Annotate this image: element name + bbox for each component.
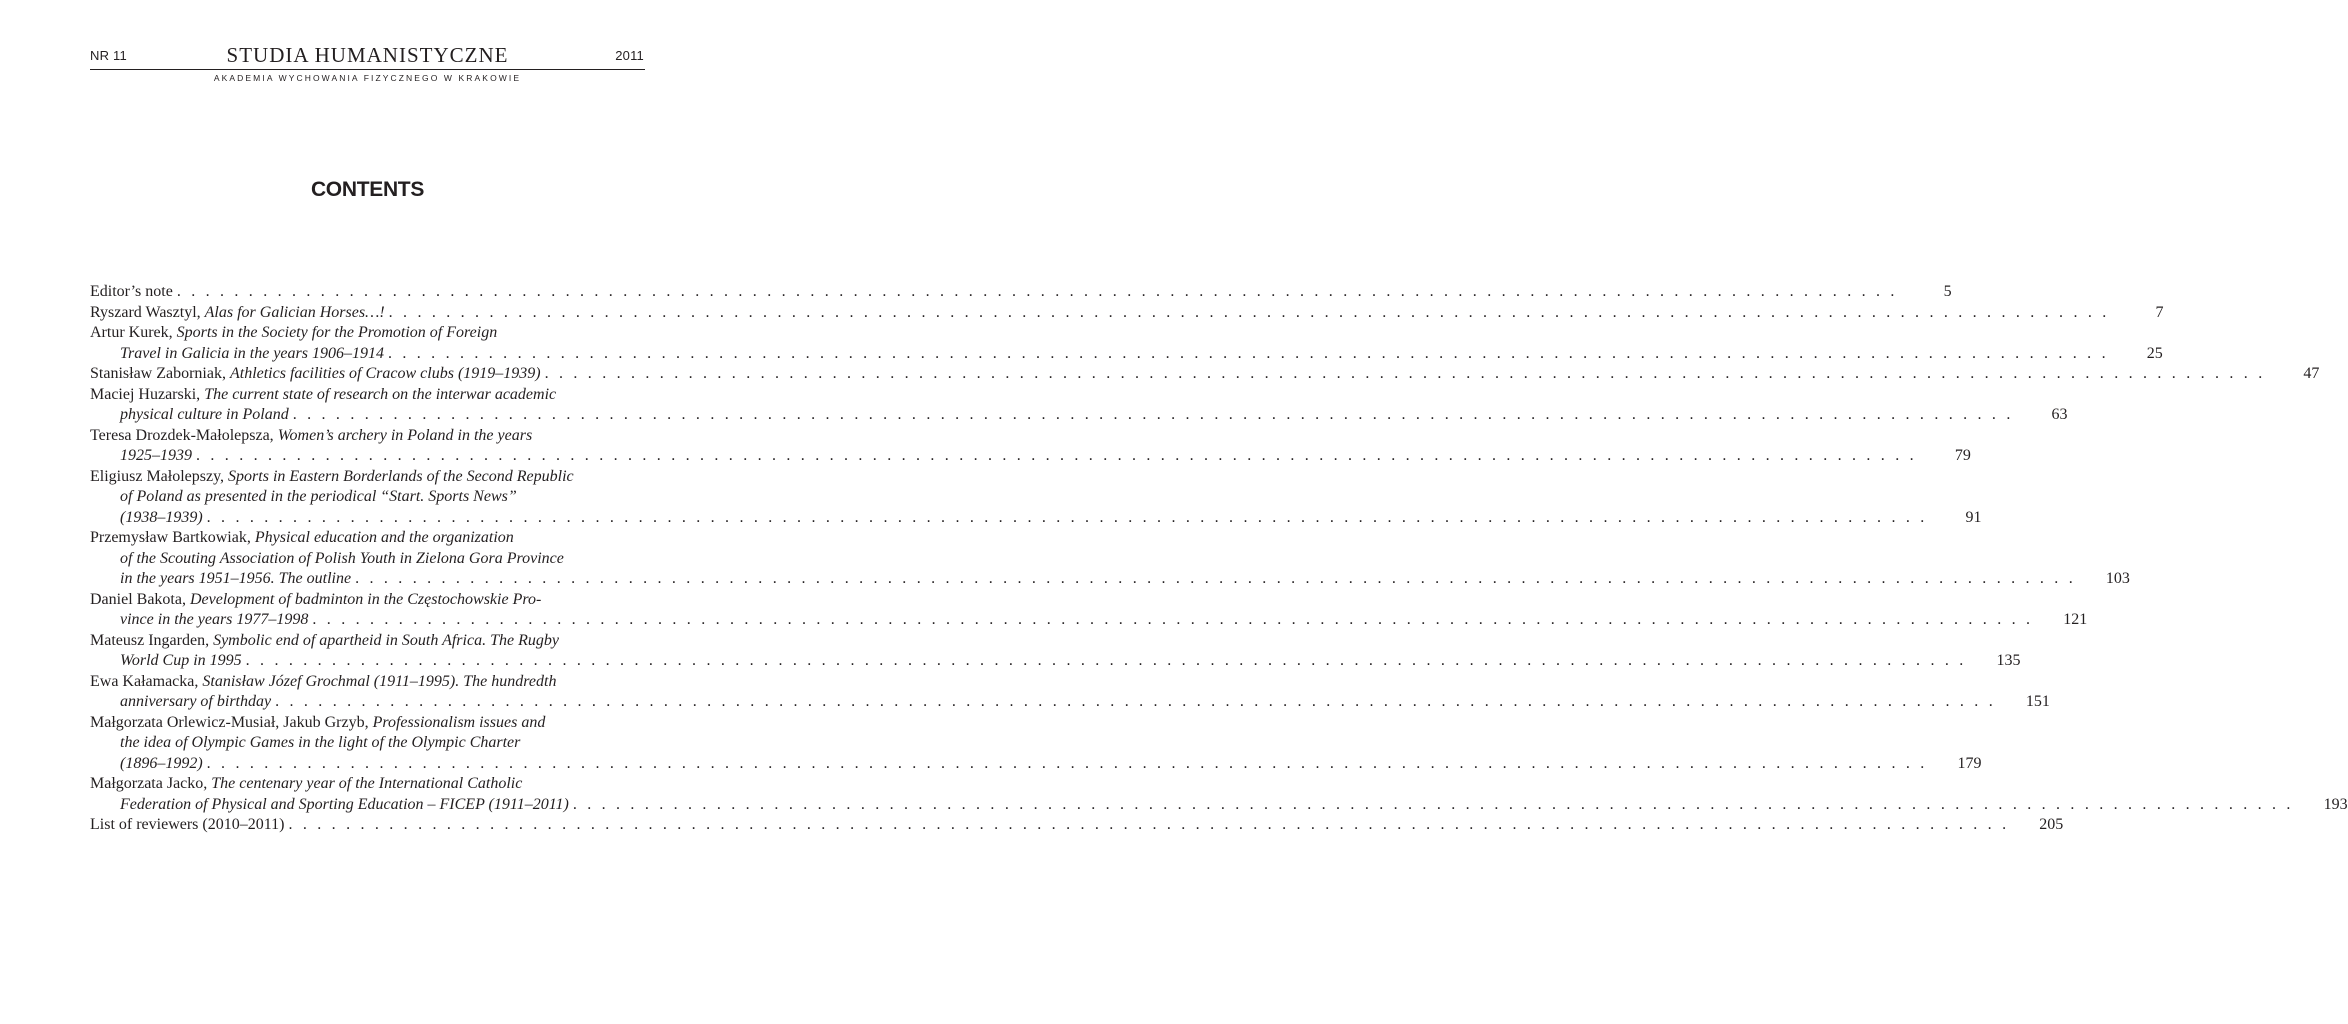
article-title-text: vince in the years 1977–1998 — [120, 611, 309, 628]
toc-line-text — [90, 467, 574, 488]
toc-entry — [90, 385, 2068, 426]
toc-line — [90, 549, 645, 570]
page-number: 7 — [2155, 303, 2164, 321]
toc-line-text — [120, 651, 242, 672]
toc-line — [90, 487, 645, 508]
toc-line — [90, 508, 1982, 529]
toc-line-text — [90, 590, 541, 611]
toc-line — [90, 672, 645, 693]
page-number: 103 — [2105, 570, 2130, 587]
dot-leader: . . . . . . . . . . . . . . . . . . . . . . . . . . . . . . . . . . . . . . . . . . . . . . . . . . . . . . . . . . . . . . . . . . . . . . . . . . . . . . . . . . . . . . . . . . . . . . . . . . . . . . . . . . . . . . . . . . . . . . . . — [206, 754, 1928, 772]
article-title-text: Symbolic end of apartheid in South Africa. The Rugby — [213, 631, 559, 649]
toc-line — [90, 692, 2050, 713]
toc-line — [90, 426, 645, 447]
author-text: Ewa Kałamacka, — [90, 672, 203, 690]
article-title-text: Professionalism issues and — [372, 713, 546, 731]
toc-entry — [90, 364, 2320, 385]
toc-line-text — [120, 344, 384, 365]
toc-entry — [90, 467, 1982, 529]
dot-leader: . . . . . . . . . . . . . . . . . . . . . . . . . . . . . . . . . . . . . . . . . . . . . . . . . . . . . . . . . . . . . . . . . . . . . . . . . . . . . . . . . . . . . . . . . . . . . . . . . . . . . . . . . . . . . . . . . . . . . . . . — [544, 365, 2266, 382]
toc-line-text — [120, 610, 308, 631]
toc-line-text — [120, 795, 569, 816]
page-title: CONTENTS — [310, 178, 425, 201]
toc-line — [90, 733, 645, 754]
issue-number: NR 11 — [90, 48, 127, 63]
toc-entry — [90, 323, 2163, 364]
article-title-text: of Poland as presented in the periodical “Start. Sports News” — [120, 488, 517, 505]
dot-leader: . . . . . . . . . . . . . . . . . . . . . . . . . . . . . . . . . . . . . . . . . . . . . . . . . . . . . . . . . . . . . . . . . . . . . . . . . . . . . . . . . . . . . . . . . . . . . . . . . . . . . . . . . . . . . . . . . . . . . . . . — [312, 611, 2034, 628]
dot-leader: . . . . . . . . . . . . . . . . . . . . . . . . . . . . . . . . . . . . . . . . . . . . . . . . . . . . . . . . . . . . . . . . . . . . . . . . . . . . . . . . . . . . . . . . . . . . . . . . . . . . . . . . . . . . . . . . . . . . . . . . — [572, 795, 2294, 813]
toc-line-text — [90, 282, 173, 303]
dot-leader: . . . . . . . . . . . . . . . . . . . . . . . . . . . . . . . . . . . . . . . . . . . . . . . . . . . . . . . . . . . . . . . . . . . . . . . . . . . . . . . . . . . . . . . . . . . . . . . . . . . . . . . . . . . . . . . . . . . . . . . . — [355, 570, 2076, 587]
toc-entry — [90, 672, 2050, 713]
toc-entry — [90, 303, 2164, 324]
toc-line — [90, 795, 2348, 816]
toc-line-text — [120, 754, 203, 775]
toc-line — [90, 344, 2163, 365]
issue-year: 2011 — [615, 48, 644, 63]
toc-line — [90, 631, 645, 652]
dot-leader: . . . . . . . . . . . . . . . . . . . . . . . . . . . . . . . . . . . . . . . . . . . . . . . . . . . . . . . . . . . . . . . . . . . . . . . . . . . . . . . . . . . . . . . . . . . . . . . . . . . . . . . . . . . . . . . . . . . . . . . . — [387, 344, 2109, 362]
dot-leader: . . . . . . . . . . . . . . . . . . . . . . . . . . . . . . . . . . . . . . . . . . . . . . . . . . . . . . . . . . . . . . . . . . . . . . . . . . . . . . . . . . . . . . . . . . . . . . . . . . . . . . . . . . . . . . . . . . . . . . . . — [288, 816, 2010, 833]
page-number: 179 — [1957, 754, 1982, 772]
toc-line — [90, 569, 2130, 590]
author-text: Artur Kurek, — [90, 324, 177, 341]
article-title-text: The current state of research on the interwar academic — [204, 385, 557, 403]
toc-line — [90, 385, 645, 406]
toc-line-text — [90, 528, 514, 549]
toc-line — [90, 815, 2064, 836]
article-title-text: anniversary of birthday — [120, 693, 272, 710]
toc-line-text — [90, 303, 385, 324]
article-title-text: Development of badminton in the Częstochowskie Pro- — [189, 590, 542, 608]
dot-leader: . . . . . . . . . . . . . . . . . . . . . . . . . . . . . . . . . . . . . . . . . . . . . . . . . . . . . . . . . . . . . . . . . . . . . . . . . . . . . . . . . . . . . . . . . . . . . . . . . . . . . . . . . . . . . . . . . . . . . . . . — [206, 508, 1928, 526]
author-text: Mateusz Ingarden, — [90, 631, 214, 649]
toc-line — [90, 528, 645, 549]
page-number: 25 — [2146, 344, 2163, 362]
toc-line-text — [120, 549, 564, 570]
dot-leader: . . . . . . . . . . . . . . . . . . . . . . . . . . . . . . . . . . . . . . . . . . . . . . . . . . . . . . . . . . . . . . . . . . . . . . . . . . . . . . . . . . . . . . . . . . . . . . . . . . . . . . . . . . . . . . . . . . . . . . . . — [245, 652, 1967, 669]
toc-line — [90, 651, 2021, 672]
toc-line-text — [90, 385, 556, 406]
article-title-text: Physical education and the organization — [254, 529, 514, 546]
page-number: 79 — [1954, 447, 1971, 464]
dot-leader: . . . . . . . . . . . . . . . . . . . . . . . . . . . . . . . . . . . . . . . . . . . . . . . . . . . . . . . . . . . . . . . . . . . . . . . . . . . . . . . . . . . . . . . . . . . . . . . . . . . . . . . . . . . . . . . . . . . . . . . . — [388, 303, 2110, 321]
institution-name: AKADEMIA WYCHOWANIA FIZYCZNEGO W KRAKOWIE — [213, 73, 522, 83]
toc-entry — [90, 815, 2064, 836]
dot-leader: . . . . . . . . . . . . . . . . . . . . . . . . . . . . . . . . . . . . . . . . . . . . . . . . . . . . . . . . . . . . . . . . . . . . . . . . . . . . . . . . . . . . . . . . . . . . . . . . . . . . . . . . . . . . . . . . . . . . . . . . — [275, 693, 1996, 710]
dot-leader: . . . . . . . . . . . . . . . . . . . . . . . . . . . . . . . . . . . . . . . . . . . . . . . . . . . . . . . . . . . . . . . . . . . . . . . . . . . . . . . . . . . . . . . . . . . . . . . . . . . . . . . . . . . . . . . . . . . . . . . . — [196, 447, 1917, 464]
article-title-text: Women’s archery in Poland in the years — [277, 426, 533, 444]
toc-line-text — [90, 323, 497, 344]
toc-line-text — [120, 733, 520, 754]
article-title-text: 1925–1939 — [120, 447, 192, 464]
toc-entry — [90, 282, 1952, 303]
toc-line — [90, 590, 645, 611]
dot-leader: . . . . . . . . . . . . . . . . . . . . . . . . . . . . . . . . . . . . . . . . . . . . . . . . . . . . . . . . . . . . . . . . . . . . . . . . . . . . . . . . . . . . . . . . . . . . . . . . . . . . . . . . . . . . . . . . . . . . . . . . — [292, 406, 2014, 423]
page-number: 47 — [2303, 365, 2320, 382]
author-text: Przemysław Bartkowiak, — [90, 529, 255, 546]
toc-line — [90, 467, 645, 488]
toc-line — [90, 364, 2320, 385]
toc-entry — [90, 774, 2348, 815]
dot-leader: . . . . . . . . . . . . . . . . . . . . . . . . . . . . . . . . . . . . . . . . . . . . . . . . . . . . . . . . . . . . . . . . . . . . . . . . . . . . . . . . . . . . . . . . . . . . . . . . . . . . . . . . . . . . . . . . . . . . . . . . — [176, 283, 1898, 300]
toc-line — [90, 446, 1971, 467]
page-number: 91 — [1965, 508, 1982, 526]
article-title-text: in the years 1951–1956. The outline — [120, 570, 352, 587]
page-number: 121 — [2063, 611, 2088, 628]
author-text: Editor’s note — [90, 283, 173, 300]
toc-line-text — [90, 774, 522, 795]
toc-line-text — [90, 426, 532, 447]
article-title-text: Athletics facilities of Cracow clubs (1919–1939) — [229, 365, 541, 382]
article-title-text: Travel in Galicia in the years 1906–1914 — [120, 344, 384, 362]
toc-line-text — [90, 672, 556, 693]
toc-line — [90, 282, 1952, 303]
toc-line-text — [120, 508, 203, 529]
author-text: Stanisław Zaborniak, — [90, 365, 230, 382]
toc-line — [90, 610, 2088, 631]
page-number: 205 — [2039, 816, 2064, 833]
article-title-text: Stanisław Józef Grochmal (1911–1995). The hundredth — [202, 672, 557, 690]
article-title-text: (1938–1939) — [120, 508, 203, 526]
article-title-text: World Cup in 1995 — [120, 652, 242, 669]
toc-entry — [90, 426, 1971, 467]
author-text: Maciej Huzarski, — [90, 385, 205, 403]
page-number: 63 — [2051, 406, 2068, 423]
author-text: Ryszard Wasztyl, — [90, 303, 205, 321]
toc-line-text — [120, 487, 517, 508]
toc-line — [90, 323, 645, 344]
toc-line — [90, 405, 2068, 426]
article-title-text: The centenary year of the International Catholic — [211, 775, 523, 792]
page-number: 193 — [2323, 795, 2348, 813]
toc-line-text — [120, 446, 192, 467]
toc-line — [90, 713, 645, 734]
toc-line-text — [120, 405, 289, 426]
author-text: List of reviewers (2010–2011) — [90, 816, 285, 833]
author-text: Małgorzata Orlewicz-Musiał, Jakub Grzyb, — [90, 713, 373, 731]
toc-entry — [90, 713, 1982, 775]
article-title-text: of the Scouting Association of Polish Youth in Zielona Gora Province — [120, 549, 564, 567]
table-of-contents — [90, 282, 2348, 836]
toc-line — [90, 303, 2164, 324]
article-title-text: physical culture in Poland — [120, 406, 289, 423]
toc-line — [90, 774, 645, 795]
toc-line-text — [90, 631, 559, 652]
page-number: 5 — [1943, 283, 1952, 300]
article-title-text: Sports in the Society for the Promotion of Foreign — [176, 324, 498, 341]
toc-line-text — [90, 815, 284, 836]
toc-line-text — [90, 364, 541, 385]
article-title-text: Alas for Galician Horses…! — [204, 303, 385, 321]
page-number: 135 — [1996, 652, 2021, 669]
article-title-text: the idea of Olympic Games in the light of the Olympic Charter — [120, 734, 521, 751]
article-title-text: Federation of Physical and Sporting Education – FICEP (1911–2011) — [120, 795, 569, 813]
toc-line-text — [120, 569, 351, 590]
toc-entry — [90, 528, 2130, 590]
article-title-text: Sports in Eastern Borderlands of the Second Republic — [228, 467, 574, 485]
page-number: 151 — [2025, 693, 2050, 710]
toc-line-text — [120, 692, 271, 713]
toc-entry — [90, 590, 2088, 631]
author-text: Eligiusz Małolepszy, — [90, 467, 229, 485]
journal-title: STUDIA HUMANISTYCZNE — [226, 43, 509, 67]
article-title-text: (1896–1992) — [120, 754, 203, 772]
toc-line — [90, 754, 1982, 775]
toc-entry — [90, 631, 2021, 672]
author-text: Małgorzata Jacko, — [90, 775, 212, 792]
author-text: Teresa Drozdek-Małolepsza, — [90, 426, 278, 444]
author-text: Daniel Bakota, — [90, 590, 190, 608]
toc-line-text — [90, 713, 545, 734]
header-divider — [90, 69, 645, 70]
